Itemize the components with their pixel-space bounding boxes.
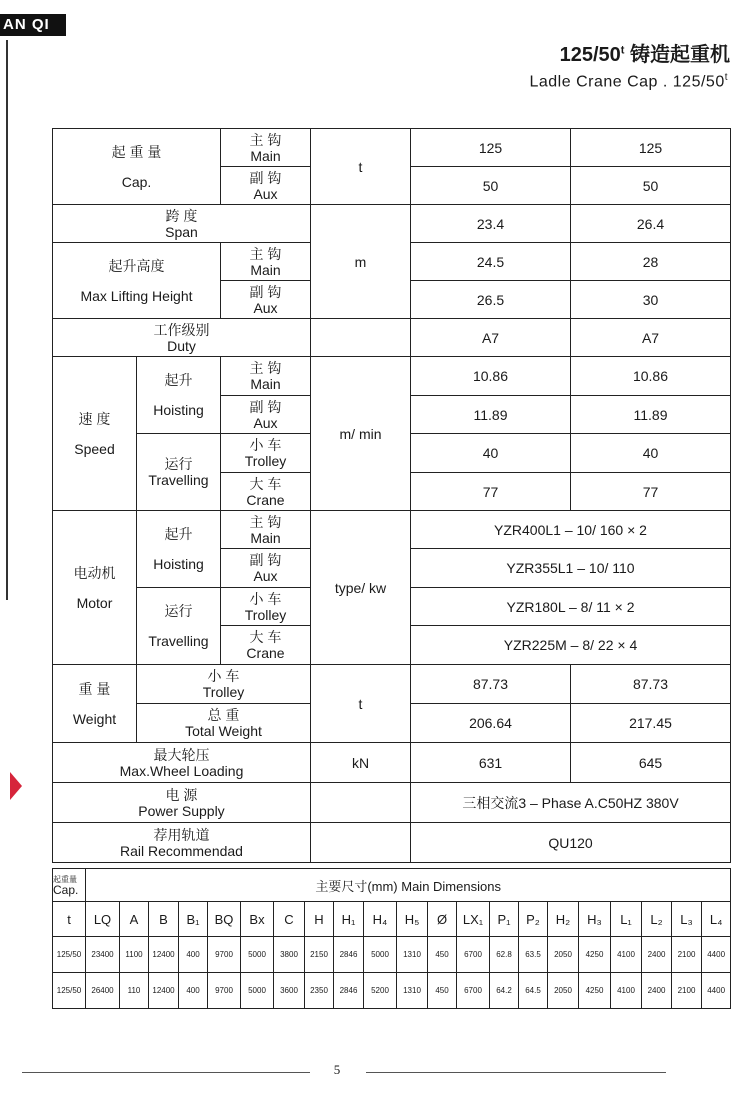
dims-cell: 63.5	[519, 937, 548, 973]
dims-col-header: Bx	[241, 902, 274, 937]
cap-main-1: 125	[411, 129, 571, 167]
motor-hoisting-label: 起升 Hoisting	[137, 511, 221, 588]
motor-aux-label: 副 钩 Aux	[221, 549, 311, 588]
dims-cell: 9700	[208, 937, 241, 973]
dims-cell: 9700	[208, 973, 241, 1009]
motor-travelling-label: 运行 Travelling	[137, 588, 221, 665]
dims-cell: 5200	[364, 973, 397, 1009]
speed-trolley-1: 40	[411, 434, 571, 473]
dims-col-header: L₁	[611, 902, 642, 937]
dims-cell: 5000	[241, 937, 274, 973]
dims-cell: 400	[179, 937, 208, 973]
dims-col-header: BQ	[208, 902, 241, 937]
power-unit-empty	[311, 783, 411, 823]
dims-cap-header: 起重量 Cap.	[53, 869, 86, 902]
rail-value: QU120	[411, 823, 731, 863]
dims-cell: 4250	[579, 973, 611, 1009]
speed-travelling-label: 运行 Travelling	[137, 434, 221, 511]
dims-cell: 4250	[579, 937, 611, 973]
dims-cell: 5000	[241, 973, 274, 1009]
motor-main-label: 主 钩 Main	[221, 511, 311, 549]
lift-label: 起升高度 Max Lifting Height	[53, 243, 221, 319]
dims-col-header: A	[120, 902, 149, 937]
dims-cell: 6700	[457, 973, 490, 1009]
weight-trolley-2: 87.73	[571, 665, 731, 704]
weight-total-label: 总 重 Total Weight	[137, 704, 311, 743]
dims-col-header: H₃	[579, 902, 611, 937]
dims-cell: 400	[179, 973, 208, 1009]
dims-cell: 2050	[548, 937, 579, 973]
speed-main-1: 10.86	[411, 357, 571, 396]
weight-total-2: 217.45	[571, 704, 731, 743]
dims-col-header: t	[53, 902, 86, 937]
dims-col-header: Ø	[428, 902, 457, 937]
cap-aux-1: 50	[411, 167, 571, 205]
speed-label: 速 度 Speed	[53, 357, 137, 511]
lift-main-1: 24.5	[411, 243, 571, 281]
dims-col-header: LQ	[86, 902, 120, 937]
dims-cell: 2846	[334, 973, 364, 1009]
dims-col-header: H₅	[397, 902, 428, 937]
dims-title: 主要尺寸(mm) Main Dimensions	[86, 869, 731, 902]
unit-speed: m/ min	[311, 357, 411, 511]
dims-cell: 2846	[334, 937, 364, 973]
dims-cell: 2100	[672, 937, 702, 973]
lift-main-hook-label: 主 钩 Main	[221, 243, 311, 281]
motor-aux: YZR355L1 – 10/ 110	[411, 549, 731, 588]
lift-aux-2: 30	[571, 281, 731, 319]
dims-cell: 12400	[149, 973, 179, 1009]
dims-col-header: LX₁	[457, 902, 490, 937]
speed-crane-label: 大 车 Crane	[221, 473, 311, 511]
dims-column-headers	[53, 902, 731, 937]
dims-col-header: B₁	[179, 902, 208, 937]
page-marker-arrow-icon	[10, 772, 22, 800]
speed-hoisting-label: 起升 Hoisting	[137, 357, 221, 434]
page-title-cn: 125/50$^t$ 铸造起重机	[559, 44, 730, 66]
speed-trolley-2: 40	[571, 434, 731, 473]
wheel-1: 631	[411, 743, 571, 783]
dims-col-header: H	[305, 902, 334, 937]
dims-cell: 125/50	[53, 937, 86, 973]
dims-cell: 26400	[86, 973, 120, 1009]
dims-cell: 64.2	[490, 973, 519, 1009]
cap-main-2: 125	[571, 129, 731, 167]
power-label: 电 源 Power Supply	[53, 783, 311, 823]
duty-2: A7	[571, 319, 731, 357]
dims-cell: 64.5	[519, 973, 548, 1009]
dims-col-header: H₂	[548, 902, 579, 937]
duty-label: 工作级别 Duty	[53, 319, 311, 357]
dims-cell: 110	[120, 973, 149, 1009]
binding-edge	[6, 40, 8, 600]
unit-kn: kN	[311, 743, 411, 783]
dims-col-header: H₁	[334, 902, 364, 937]
dims-cell: 3800	[274, 937, 305, 973]
main-hook-label: 主 钩 Main	[221, 129, 311, 167]
dims-cell: 2100	[672, 973, 702, 1009]
lift-aux-hook-label: 副 钩 Aux	[221, 281, 311, 319]
dims-cell: 450	[428, 937, 457, 973]
speed-aux-2: 11.89	[571, 396, 731, 434]
motor-trolley-label: 小 车 Trolley	[221, 588, 311, 626]
spec-table	[52, 128, 731, 863]
lift-aux-1: 26.5	[411, 281, 571, 319]
motor-label: 电动机 Motor	[53, 511, 137, 665]
dims-cell: 2400	[642, 973, 672, 1009]
wheel-2: 645	[571, 743, 731, 783]
unit-t: t	[311, 129, 411, 205]
lift-main-2: 28	[571, 243, 731, 281]
motor-crane: YZR225M – 8/ 22 × 4	[411, 626, 731, 665]
speed-trolley-label: 小 车 Trolley	[221, 434, 311, 473]
table-row	[53, 973, 731, 1009]
dims-col-header: P₂	[519, 902, 548, 937]
dims-cell: 1310	[397, 973, 428, 1009]
dims-col-header: L₂	[642, 902, 672, 937]
dims-cell: 4100	[611, 937, 642, 973]
dims-cell: 125/50	[53, 973, 86, 1009]
unit-motor: type/ kw	[311, 511, 411, 665]
weight-total-1: 206.64	[411, 704, 571, 743]
dims-cell: 4100	[611, 973, 642, 1009]
weight-unit-t: t	[311, 665, 411, 743]
weight-label: 重 量 Weight	[53, 665, 137, 743]
dims-cell: 23400	[86, 937, 120, 973]
span-2: 26.4	[571, 205, 731, 243]
dims-cell: 2150	[305, 937, 334, 973]
unit-m: m	[311, 205, 411, 319]
speed-crane-1: 77	[411, 473, 571, 511]
speed-main-2: 10.86	[571, 357, 731, 396]
dims-col-header: L₃	[672, 902, 702, 937]
span-label: 跨 度 Span	[53, 205, 311, 243]
rail-unit-empty	[311, 823, 411, 863]
table-row	[53, 937, 731, 973]
duty-unit-empty	[311, 319, 411, 357]
dims-cell: 4400	[702, 937, 731, 973]
dimensions-table	[52, 868, 731, 1009]
footer-rule-left	[22, 1072, 310, 1073]
dims-cell: 2350	[305, 973, 334, 1009]
dims-cell: 1100	[120, 937, 149, 973]
motor-trolley: YZR180L – 8/ 11 × 2	[411, 588, 731, 626]
dims-col-header: C	[274, 902, 305, 937]
dims-cell: 2400	[642, 937, 672, 973]
cap-aux-2: 50	[571, 167, 731, 205]
wheel-label: 最大轮压 Max.Wheel Loading	[53, 743, 311, 783]
page-title-en: Ladle Crane Cap . 125/50$^t$	[529, 72, 728, 91]
dims-col-header: L₄	[702, 902, 731, 937]
dims-cell: 450	[428, 973, 457, 1009]
motor-main: YZR400L1 – 10/ 160 × 2	[411, 511, 731, 549]
dims-cell: 5000	[364, 937, 397, 973]
dims-cell: 4400	[702, 973, 731, 1009]
dims-col-header: B	[149, 902, 179, 937]
aux-hook-label: 副 钩 Aux	[221, 167, 311, 205]
dims-col-header: H₄	[364, 902, 397, 937]
duty-1: A7	[411, 319, 571, 357]
brand-logo: AN QI	[0, 14, 66, 36]
dims-cell: 1310	[397, 937, 428, 973]
dims-cell: 6700	[457, 937, 490, 973]
weight-trolley-1: 87.73	[411, 665, 571, 704]
speed-aux-1: 11.89	[411, 396, 571, 434]
rail-label: 荐用轨道 Rail Recommendad	[53, 823, 311, 863]
speed-main-label: 主 钩 Main	[221, 357, 311, 396]
footer-rule-right	[366, 1072, 666, 1073]
weight-trolley-label: 小 车 Trolley	[137, 665, 311, 704]
dims-cell: 62.8	[490, 937, 519, 973]
dims-cell: 3600	[274, 973, 305, 1009]
page-number: 5	[333, 1062, 341, 1077]
dims-cell: 12400	[149, 937, 179, 973]
motor-crane-label: 大 车 Crane	[221, 626, 311, 665]
power-value: 三相交流3 – Phase A.C50HZ 380V	[411, 783, 731, 823]
speed-crane-2: 77	[571, 473, 731, 511]
speed-aux-label: 副 钩 Aux	[221, 396, 311, 434]
cap-label: 起 重 量 Cap.	[53, 129, 221, 205]
dims-cell: 2050	[548, 973, 579, 1009]
dims-col-header: P₁	[490, 902, 519, 937]
span-1: 23.4	[411, 205, 571, 243]
